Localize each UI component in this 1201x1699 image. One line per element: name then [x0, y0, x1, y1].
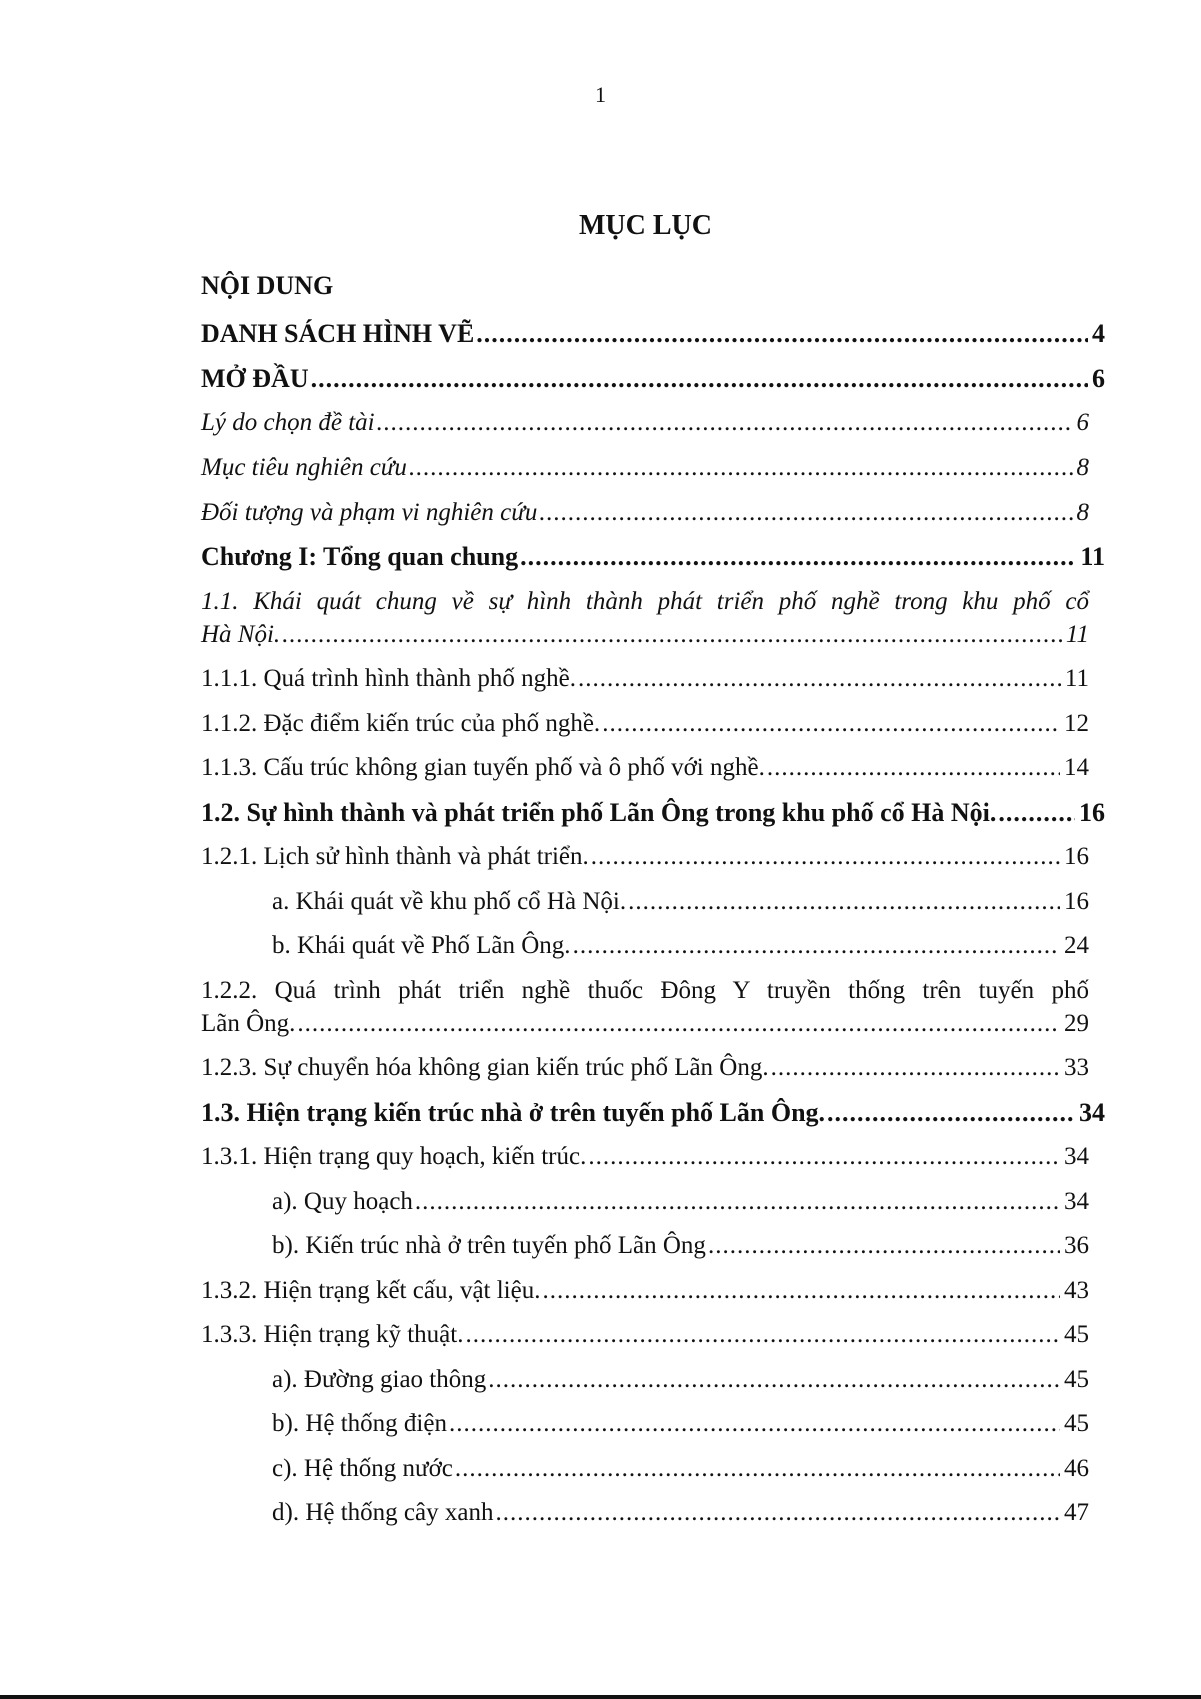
toc-entry-text: Hà Nội. — [201, 621, 281, 648]
toc-entry-1-3-3-b[interactable] — [272, 1408, 1089, 1440]
toc-entry-1-3-1[interactable] — [201, 1141, 1089, 1173]
toc-entry-text: Đối tượng và phạm vi nghiên cứu — [201, 499, 538, 526]
toc-entry-text: b. Khái quát về Phố Lãn Ông. — [272, 932, 571, 959]
toc-entry-page: 16 — [1064, 843, 1089, 870]
toc-entry-text: 1.2. Sự hình thành và phát triển phố Lãn Ông trong khu phố cổ Hà Nội. — [201, 798, 997, 827]
toc-entry-1-2[interactable] — [201, 797, 1105, 829]
toc-entry-page: 8 — [1076, 454, 1089, 481]
toc-entry-text: MỞ ĐẦU — [201, 364, 309, 393]
toc-entry-1-3-3[interactable] — [201, 1319, 1089, 1351]
toc-entry-1-2-1-a[interactable] — [272, 886, 1089, 918]
toc-entry-text: Lý do chọn đề tài — [201, 409, 375, 436]
toc-entry-1-2-3[interactable] — [201, 1052, 1089, 1084]
toc-entry-1-2-1-b[interactable] — [272, 930, 1089, 962]
toc-entry-text: 1.2.3. Sự chuyển hóa không gian kiến trúc phố Lãn Ông. — [201, 1054, 769, 1081]
dot-leader — [409, 452, 1073, 484]
toc-entry-page: 33 — [1064, 1054, 1089, 1081]
toc-entry-text: a). Quy hoạch — [272, 1188, 413, 1215]
dot-leader — [628, 886, 1060, 918]
toc-entry-1-3-2[interactable] — [201, 1275, 1089, 1307]
dot-leader — [767, 752, 1060, 784]
toc-entry-text: DANH SÁCH HÌNH VẼ — [201, 319, 475, 348]
bottom-border-line — [0, 1695, 1201, 1699]
toc-entry-text: Chương I: Tổng quan chung — [201, 542, 519, 571]
toc-entry-page: 36 — [1064, 1232, 1089, 1259]
dot-leader — [591, 841, 1060, 873]
toc-title: MỤC LỤC — [579, 210, 712, 241]
toc-entry-text: a. Khái quát về khu phố cổ Hà Nội. — [272, 888, 627, 915]
toc-entry-text: 1.1.2. Đặc điểm kiến trúc của phố nghề. — [201, 710, 601, 737]
toc-entry-1-3[interactable] — [201, 1097, 1105, 1129]
toc-entry-page: 6 — [1092, 364, 1105, 393]
toc-entry-scope[interactable] — [201, 497, 1089, 529]
toc-entry-page: 29 — [1064, 1010, 1089, 1037]
toc-entry-text: 1.2.1. Lịch sử hình thành và phát triển. — [201, 843, 589, 870]
toc-entry-page: 8 — [1076, 499, 1089, 526]
toc-entry-page: 34 — [1064, 1188, 1089, 1215]
dot-leader — [449, 1408, 1060, 1440]
dot-leader — [578, 663, 1061, 695]
dot-leader — [488, 1364, 1060, 1396]
toc-entry-1-3-3-c[interactable] — [272, 1453, 1089, 1485]
toc-entry-1-2-2-line1[interactable]: 1.2.2. Quá trình phát triển nghề thuốc Đông Y truyền thống trên tuyến phố — [201, 977, 1089, 1004]
toc-entry-1-1-line1[interactable]: 1.1. Khái quát chung về sự hình thành phát triển phố nghề trong khu phố cổ — [201, 588, 1089, 615]
dot-leader — [588, 1141, 1060, 1173]
toc-entry-text: d). Hệ thống cây xanh — [272, 1499, 494, 1526]
dot-leader — [708, 1230, 1060, 1262]
toc-entry-1-1-1[interactable] — [201, 663, 1089, 695]
toc-entry-text: 1.3.1. Hiện trạng quy hoạch, kiến trúc. — [201, 1143, 587, 1170]
dot-leader — [282, 619, 1062, 651]
dot-leader — [465, 1319, 1060, 1351]
toc-entry-page: 34 — [1064, 1143, 1089, 1170]
toc-entry-text: Lãn Ông. — [201, 1010, 296, 1037]
toc-entry-page: 6 — [1076, 409, 1089, 436]
dot-leader — [827, 1097, 1075, 1129]
toc-entry-page: 24 — [1064, 932, 1089, 959]
toc-entry-1-3-1-a[interactable] — [272, 1186, 1089, 1218]
toc-entry-page: 14 — [1064, 754, 1089, 781]
toc-entry-text: b). Kiến trúc nhà ở trên tuyến phố Lãn Ông — [272, 1232, 706, 1259]
dot-leader — [311, 363, 1088, 395]
toc-entry-page: 45 — [1064, 1321, 1089, 1348]
toc-entry-1-3-3-a[interactable] — [272, 1364, 1089, 1396]
dot-leader — [377, 407, 1073, 439]
toc-entry-text: b). Hệ thống điện — [272, 1410, 447, 1437]
toc-entry-1-2-1[interactable] — [201, 841, 1089, 873]
toc-entry-page: 45 — [1064, 1410, 1089, 1437]
toc-entry-text: c). Hệ thống nước — [272, 1455, 453, 1482]
toc-entry-text: a). Đường giao thông — [272, 1366, 487, 1393]
toc-entry-page: 43 — [1064, 1277, 1089, 1304]
page-number: 1 — [595, 82, 606, 107]
toc-entry-reason[interactable] — [201, 407, 1089, 439]
toc-entry-page: 16 — [1079, 798, 1105, 827]
toc-entry-page: 47 — [1064, 1499, 1089, 1526]
dot-leader — [602, 708, 1060, 740]
dot-leader — [495, 1497, 1060, 1529]
dot-leader — [297, 1008, 1060, 1040]
toc-heading: NỘI DUNG — [201, 271, 334, 300]
toc-entry-page: 45 — [1064, 1366, 1089, 1393]
dot-leader — [573, 930, 1060, 962]
dot-leader — [520, 541, 1076, 573]
dot-leader — [542, 1275, 1060, 1307]
toc-entry-page: 11 — [1080, 542, 1105, 571]
toc-entry-page: 4 — [1092, 319, 1105, 348]
toc-entry-text: 1.3.3. Hiện trạng kỹ thuật. — [201, 1321, 464, 1348]
toc-entry-text: Mục tiêu nghiên cứu — [201, 454, 407, 481]
toc-entry-page: 34 — [1079, 1098, 1105, 1127]
toc-entry-1-3-3-d[interactable] — [272, 1497, 1089, 1529]
toc-entry-1-2-2-line2[interactable] — [201, 1008, 1089, 1040]
toc-entry-1-1-line2[interactable] — [201, 619, 1089, 651]
toc-entry-page: 46 — [1064, 1455, 1089, 1482]
dot-leader — [476, 318, 1088, 350]
toc-entry-introduction[interactable] — [201, 363, 1105, 395]
dot-leader — [771, 1052, 1060, 1084]
toc-entry-page: 11 — [1064, 665, 1089, 692]
toc-entry-chapter-1[interactable] — [201, 541, 1105, 573]
dot-leader — [539, 497, 1072, 529]
toc-entry-text: 1.1.3. Cấu trúc không gian tuyến phố và ô phố với nghề. — [201, 754, 765, 781]
toc-entry-text: 1.1.1. Quá trình hình thành phố nghề. — [201, 665, 576, 692]
dot-leader — [415, 1186, 1060, 1218]
toc-entry-1-1-3[interactable] — [201, 752, 1089, 784]
toc-entry-1-1-2[interactable] — [201, 708, 1089, 740]
dot-leader — [455, 1453, 1060, 1485]
toc-entry-page: 11 — [1065, 621, 1089, 648]
toc-entry-text: 1.3. Hiện trạng kiến trúc nhà ở trên tuyến phố Lãn Ông. — [201, 1098, 826, 1127]
toc-entry-objectives[interactable] — [201, 452, 1089, 484]
toc-entry-page: 16 — [1064, 888, 1089, 915]
toc-entry-list-of-figures[interactable] — [201, 318, 1105, 350]
toc-entry-1-3-1-b[interactable] — [272, 1230, 1089, 1262]
toc-entry-page: 12 — [1064, 710, 1089, 737]
dot-leader — [998, 797, 1075, 829]
toc-entry-text: 1.3.2. Hiện trạng kết cấu, vật liệu. — [201, 1277, 541, 1304]
